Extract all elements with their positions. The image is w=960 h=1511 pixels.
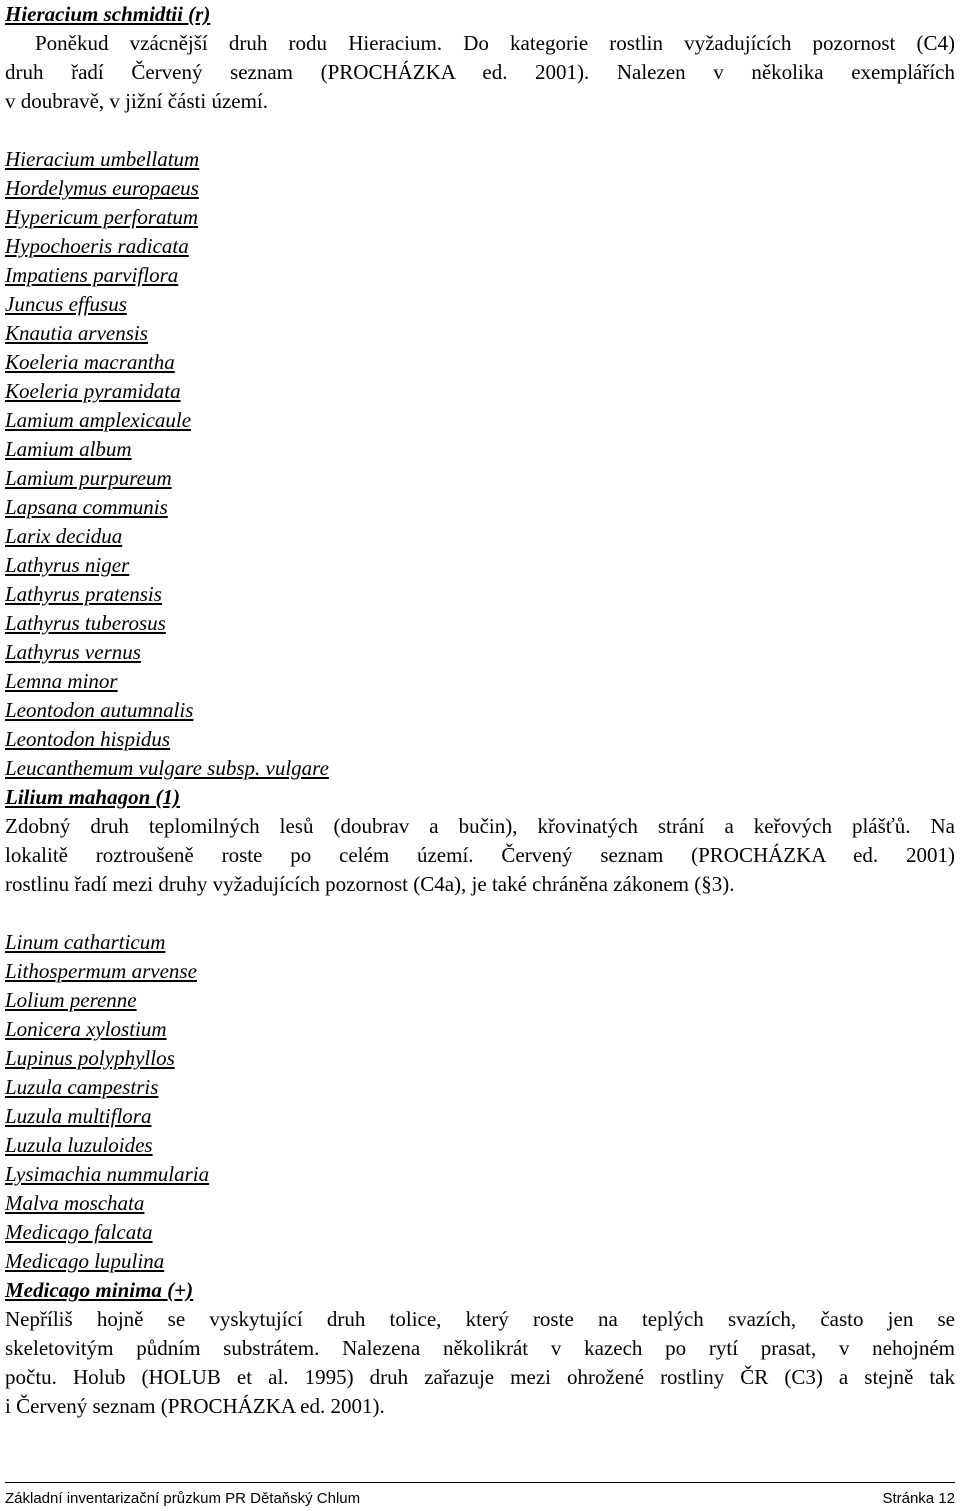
description-line: Poněkud vzácnější druh rodu Hieracium. Do kategorie rostlin vyžadujících pozornost (C4) [35, 31, 955, 55]
footer-divider [5, 1482, 955, 1483]
species-list-item: Hypericum perforatum [5, 205, 199, 229]
species-list-item: Luzula campestris [5, 1075, 159, 1099]
description-line: rostlinu řadí mezi druhy vyžadujících pozornost (C4a), je také chráněna zákonem (§3). [5, 872, 735, 896]
description-line: druh řadí Červený seznam (PROCHÁZKA ed. 2001). Nalezen v několika exemplářích [5, 60, 955, 84]
species-list-item: Leucanthemum vulgare subsp. vulgare [5, 756, 329, 780]
description-line: Nepříliš hojně se vyskytující druh tolice, který roste na teplých svazích, často jen se [5, 1307, 955, 1331]
species-list-item: Juncus effusus [5, 292, 127, 316]
species-description-lilium-mahagon [5, 812, 955, 899]
species-list-item: Knautia arvensis [5, 321, 148, 345]
footer-document-title: Základní inventarizační průzkum PR Dětaňský Chlum [5, 1490, 361, 1507]
species-list-item: Hieracium umbellatum [5, 147, 200, 171]
species-list-2 [5, 928, 955, 1276]
species-heading-hieracium-schmidtii: Hieracium schmidtii (r) [5, 2, 211, 26]
species-list-item: Medicago falcata [5, 1220, 153, 1244]
species-list-item: Lamium purpureum [5, 466, 172, 490]
species-list-item: Koeleria macrantha [5, 350, 175, 374]
species-heading-lilium-mahagon: Lilium mahagon (1) [5, 785, 181, 809]
species-list-item: Luzula multiflora [5, 1104, 152, 1128]
species-list-item: Lemna minor [5, 669, 118, 693]
species-list-item: Lapsana communis [5, 495, 168, 519]
species-list-item: Lathyrus tuberosus [5, 611, 166, 635]
species-list-item: Lupinus polyphyllos [5, 1046, 175, 1070]
species-list-item: Linum catharticum [5, 930, 166, 954]
description-line: Zdobný druh teplomilných lesů (doubrav a bučin), křovinatých strání a keřových plášťů. Na [5, 814, 955, 838]
species-list-item: Lathyrus pratensis [5, 582, 162, 606]
species-list-item: Lonicera xylostium [5, 1017, 167, 1041]
species-list-item: Lamium amplexicaule [5, 408, 192, 432]
species-description-medicago-minima [5, 1305, 955, 1421]
species-list-item: Leontodon autumnalis [5, 698, 194, 722]
species-list-item: Medicago lupulina [5, 1249, 165, 1273]
description-line: i Červený seznam (PROCHÁZKA ed. 2001). [5, 1394, 385, 1418]
footer-page-number: Stránka 12 [882, 1490, 955, 1507]
page-footer [5, 1489, 955, 1509]
species-list-item: Luzula luzuloides [5, 1133, 153, 1157]
species-description-hieracium-schmidtii [5, 29, 955, 116]
species-list-item: Impatiens parviflora [5, 263, 179, 287]
species-list-item: Hordelymus europaeus [5, 176, 199, 200]
description-line: počtu. Holub (HOLUB et al. 1995) druh zařazuje mezi ohrožené rostliny ČR (C3) a stejně tak [5, 1365, 955, 1389]
species-list-item: Malva moschata [5, 1191, 145, 1215]
species-list-item: Koeleria pyramidata [5, 379, 181, 403]
description-line: lokalitě roztroušeně roste po celém území. Červený seznam (PROCHÁZKA ed. 2001) [5, 843, 955, 867]
description-line: skeletovitým půdním substrátem. Nalezena několikrát v kazech po rytí prasat, v nehojném [5, 1336, 955, 1360]
species-list-item: Lolium perenne [5, 988, 137, 1012]
description-line: v doubravě, v jižní části území. [5, 89, 269, 113]
document-page [5, 0, 955, 1421]
species-list-item: Larix decidua [5, 524, 123, 548]
species-list-item: Lathyrus niger [5, 553, 130, 577]
species-list-item: Lysimachia nummularia [5, 1162, 210, 1186]
species-list-item: Lathyrus vernus [5, 640, 141, 664]
species-list-item: Lamium album [5, 437, 132, 461]
species-list-item: Hypochoeris radicata [5, 234, 189, 258]
species-list-1 [5, 145, 955, 783]
species-heading-medicago-minima: Medicago minima (+) [5, 1278, 194, 1302]
species-list-item: Leontodon hispidus [5, 727, 171, 751]
species-list-item: Lithospermum arvense [5, 959, 197, 983]
